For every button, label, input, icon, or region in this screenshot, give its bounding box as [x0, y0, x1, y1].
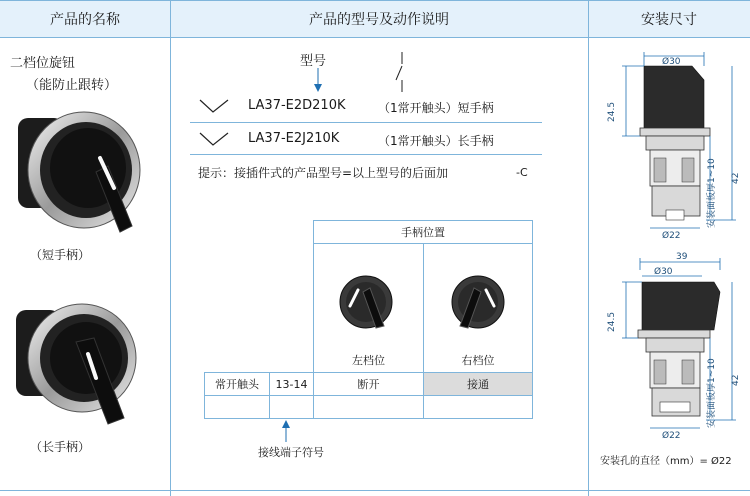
model-row1-check-icon	[198, 98, 232, 118]
contact-label-cell	[204, 372, 270, 396]
contact-symbol-icon	[392, 52, 412, 92]
empty-cell-4	[423, 395, 533, 419]
empty-cell-1	[204, 395, 270, 419]
long-dim-total: 42	[731, 374, 741, 386]
column-divider-1	[170, 0, 171, 496]
right-position-knob-icon	[448, 272, 508, 332]
short-dim-height: 24.5	[607, 101, 617, 122]
top-border	[0, 0, 750, 1]
header-install-dimensions	[588, 0, 750, 38]
long-handle-caption: （长手柄）	[30, 440, 91, 454]
terminal-cell	[269, 372, 314, 396]
left-state-label: 断开	[357, 378, 380, 391]
product-name-line1: 二档位旋钮	[10, 56, 76, 71]
short-handle-dimension-drawing	[596, 50, 746, 240]
header-install-label: 安装尺寸	[641, 11, 697, 28]
short-handle-caption: （短手柄）	[30, 248, 91, 262]
short-dim-bottom-diameter: Ø22	[662, 231, 681, 240]
long-dim-panel: 安装面板厚1~10	[707, 358, 717, 428]
model-row1-underline	[190, 122, 542, 123]
model-row1-code: LA37-E2D210K	[248, 98, 346, 113]
right-state-cell	[423, 372, 533, 396]
model-note-suffix: -C	[516, 166, 528, 179]
terminal-caption: 接线端子符号	[258, 446, 324, 459]
terminal-pointer-arrow-icon	[280, 420, 292, 442]
short-handle-knob-photo	[12, 108, 152, 238]
long-dim-bottom-diameter: Ø22	[662, 431, 681, 441]
header-model-description	[170, 0, 588, 38]
long-dim-height: 24.5	[607, 311, 617, 332]
model-row1-desc: （1常开触头）短手柄	[378, 101, 494, 115]
long-handle-knob-photo	[12, 302, 152, 432]
product-name-line2: （能防止跟转）	[26, 78, 118, 93]
mounting-hole-note: 安装孔的直径（mm）= Ø22	[600, 456, 732, 467]
left-state-cell	[313, 372, 424, 396]
header-model-label: 产品的型号及动作说明	[309, 11, 449, 28]
model-row2-check-icon	[198, 131, 232, 151]
short-dim-top-diameter: Ø30	[662, 57, 681, 67]
model-type-label: 型号	[300, 54, 327, 69]
handle-position-label: 手柄位置	[401, 226, 445, 239]
short-dim-panel: 安装面板厚1~10	[707, 158, 717, 228]
header-product-name	[0, 0, 170, 38]
model-note: 提示：接插件式的产品型号=以上型号的后面加	[198, 166, 449, 180]
right-state-label: 接通	[467, 378, 489, 391]
model-row2-code: LA37-E2J210K	[248, 131, 340, 146]
short-dim-total: 42	[731, 172, 741, 184]
long-handle-dimension-drawing	[596, 252, 746, 442]
header-product-name-label: 产品的名称	[50, 11, 120, 28]
right-position-label: 右档位	[461, 354, 495, 367]
empty-cell-2	[269, 395, 314, 419]
model-row2-underline	[190, 154, 542, 155]
empty-cell-3	[313, 395, 424, 419]
contact-label: 常开触头	[215, 378, 259, 391]
long-dim-width: 39	[676, 252, 688, 262]
model-row2-desc: （1常开触头）长手柄	[378, 134, 494, 148]
left-position-label: 左档位	[352, 354, 385, 367]
left-position-knob-icon	[336, 272, 396, 332]
handle-position-header	[313, 220, 533, 244]
column-divider-2	[588, 0, 589, 496]
terminal-label: 13-14	[275, 377, 308, 391]
bottom-border	[0, 490, 750, 491]
model-arrow-icon	[300, 66, 340, 96]
long-dim-top-diameter: Ø30	[654, 267, 673, 277]
